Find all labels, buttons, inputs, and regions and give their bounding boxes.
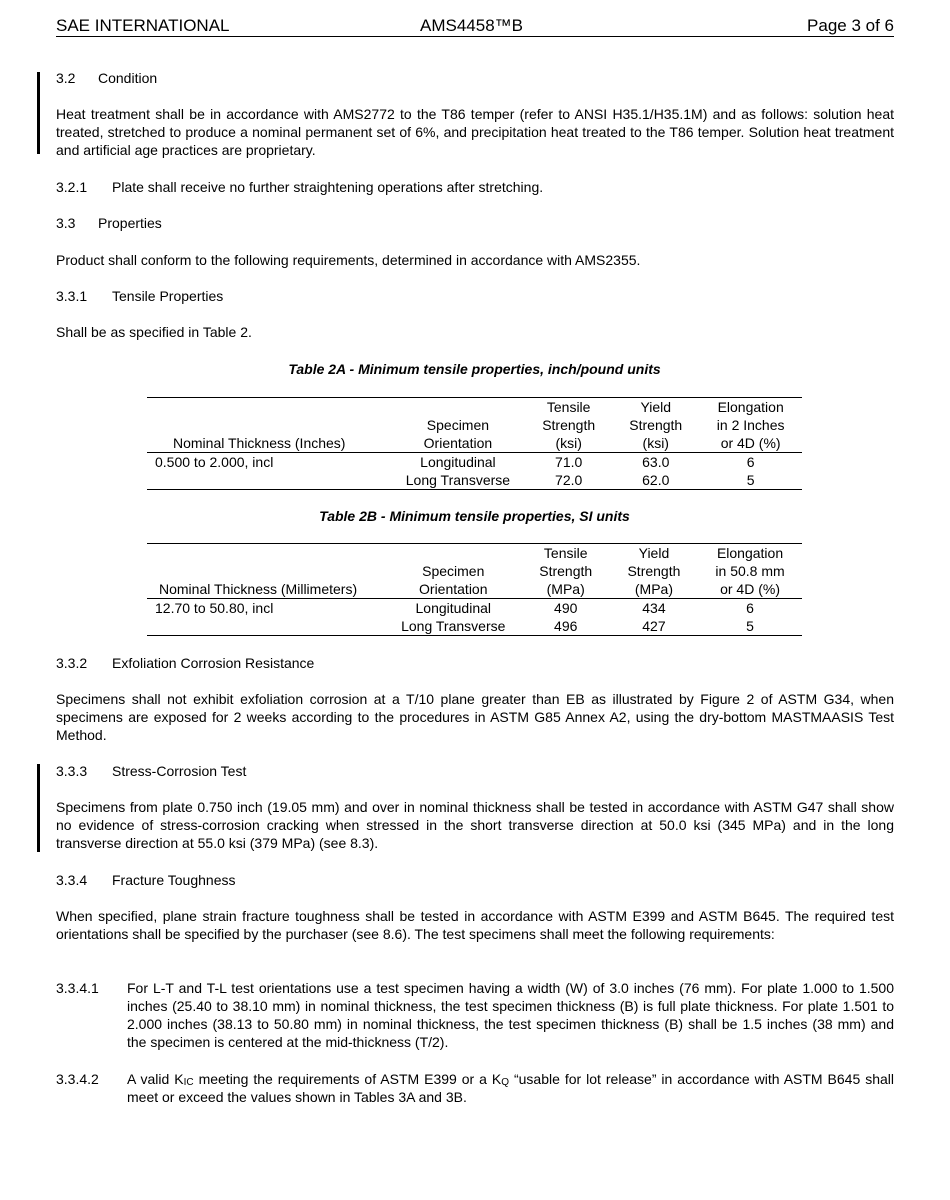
section-title: Fracture Toughness xyxy=(112,872,236,888)
section-number: 3.3 xyxy=(56,215,76,231)
section-3-3-4-paragraph: When specified, plane strain fracture toughness shall be tested in accordance with ASTM E399 and ASTM B645. The required test orientations shall be specified by the purchaser (see 8.6). The test specimens shall meet the following requirements: xyxy=(56,908,894,942)
cell-orientation: Long Transverse xyxy=(391,471,525,490)
section-title: Condition xyxy=(98,70,158,86)
column-header-yield: Yield Strength (ksi) xyxy=(612,398,699,453)
table-row xyxy=(147,471,802,490)
section-3-3-paragraph: Product shall conform to the following requirements, determined in accordance with AMS2355. xyxy=(56,252,641,268)
table-row xyxy=(147,453,802,472)
cell-thickness: 0.500 to 2.000, incl xyxy=(155,454,274,470)
cell-elongation: 5 xyxy=(698,617,802,636)
cell-yield: 434 xyxy=(642,600,666,616)
section-title: Properties xyxy=(98,215,162,231)
cell-thickness: 12.70 to 50.80, incl xyxy=(155,600,274,616)
cell-thickness xyxy=(147,617,385,636)
table-2a xyxy=(147,397,802,490)
revision-bar xyxy=(37,764,40,852)
section-3-2-paragraph: Heat treatment shall be in accordance with AMS2772 to the T86 temper (refer to ANSI H35.1/H35.1M) and as follows: solution heat treated, stretched to produce a nominal permanent set of 6%, and precipitation heat treated to the T86 temper. Solution heat treatment and artificial age practices are proprietary. xyxy=(56,106,894,158)
table-row xyxy=(147,599,802,618)
section-number: 3.2.1 xyxy=(56,179,88,195)
section-number: 3.3.4 xyxy=(56,872,88,888)
column-header-orientation: Specimen Orientation xyxy=(391,398,525,453)
section-title: Tensile Properties xyxy=(112,288,224,304)
table-header-row xyxy=(147,398,802,453)
column-header-tensile: Tensile Strength (MPa) xyxy=(522,544,610,599)
section-3-3-1-paragraph: Shall be as specified in Table 2. xyxy=(56,324,252,340)
section-3-3-3-heading xyxy=(56,762,894,780)
column-header-thickness: Nominal Thickness (Inches) xyxy=(147,398,391,453)
section-number: 3.2 xyxy=(56,70,76,86)
cell-yield: 63.0 xyxy=(642,454,670,470)
section-3-3-3-paragraph: Specimens from plate 0.750 inch (19.05 mm) and over in nominal thickness shall be tested in accordance with ASTM G47 shall show no evidence of stress-corrosion cracking when stressed in the short transverse direction at 50.0 ksi (345 MPa) and in the long transverse direction at 55.0 ksi (379 MPa) (see 8.3). xyxy=(56,799,894,851)
section-text: A valid $K_{IC}$ meeting the requirements of ASTM E399 or a $K_Q$ “usable for lot release” in accordance with ASTM B645 shall meet or exceed the values shown in Tables 3A and 3B. xyxy=(127,1071,894,1105)
section-3-3-4-heading xyxy=(56,871,894,889)
cell-elongation: 6 xyxy=(746,600,754,616)
page-header xyxy=(56,16,894,37)
column-header-orientation: Specimen Orientation xyxy=(385,544,522,599)
table-2a-caption: Table 2A - Minimum tensile properties, inch/pound units xyxy=(288,361,661,377)
section-number: 3.3.3 xyxy=(56,763,88,779)
column-header-elongation: Elongation in 50.8 mm or 4D (%) xyxy=(698,544,802,599)
header-doc-id: AMS4458™B xyxy=(420,16,523,35)
section-number: 3.3.4.1 xyxy=(56,980,99,996)
cell-elongation: 6 xyxy=(746,454,755,470)
section-3-3-1-heading xyxy=(56,287,894,305)
cell-orientation: Longitudinal xyxy=(420,454,496,470)
column-header-thickness: Nominal Thickness (Millimeters) xyxy=(147,544,385,599)
table-2b xyxy=(147,543,802,636)
revision-bar xyxy=(37,72,40,154)
cell-elongation: 5 xyxy=(699,471,802,490)
cell-tensile: 496 xyxy=(522,617,610,636)
section-number: 3.3.4.2 xyxy=(56,1071,99,1087)
cell-tensile: 71.0 xyxy=(555,454,583,470)
section-3-3-2-heading xyxy=(56,654,894,672)
cell-orientation: Long Transverse xyxy=(385,617,522,636)
section-number: 3.3.2 xyxy=(56,655,88,671)
section-3-3-4-2 xyxy=(56,1070,894,1106)
column-header-elongation: Elongation in 2 Inches or 4D (%) xyxy=(699,398,802,453)
cell-orientation: Longitudinal xyxy=(415,600,492,616)
section-title: Stress-Corrosion Test xyxy=(112,763,247,779)
section-3-2-heading xyxy=(56,69,894,87)
section-text: For L-T and T-L test orientations use a test specimen having a width (W) of 3.0 inches (76 mm). For plate 1.000 to 1.500 inches (25.40 to 38.10 mm) in nominal thickness, the test specimen thickness (B) is full plate thickness. For plate 1.501 to 2.000 inches (38.13 to 50.80 mm) in nominal thickness, the test specimen thickness (B) shall be 1.5 inches (38 mm) and the specimen is centered at the mid-thickness (T/2). xyxy=(127,980,894,1050)
cell-thickness xyxy=(147,471,391,490)
cell-tensile: 72.0 xyxy=(525,471,612,490)
table-row xyxy=(147,617,802,636)
section-3-2-1 xyxy=(56,178,894,196)
cell-yield: 427 xyxy=(610,617,698,636)
table-2b-caption: Table 2B - Minimum tensile properties, SI units xyxy=(319,508,630,524)
cell-tensile: 490 xyxy=(554,600,578,616)
section-3-3-4-1 xyxy=(56,979,894,1051)
header-org: SAE INTERNATIONAL xyxy=(56,16,230,35)
section-title: Exfoliation Corrosion Resistance xyxy=(112,655,315,671)
cell-yield: 62.0 xyxy=(612,471,699,490)
section-3-3-heading xyxy=(56,214,894,232)
section-text: Plate shall receive no further straightening operations after stretching. xyxy=(112,179,544,195)
header-page-number: Page 3 of 6 xyxy=(807,16,894,35)
column-header-yield: Yield Strength (MPa) xyxy=(610,544,698,599)
section-number: 3.3.1 xyxy=(56,288,88,304)
table-header-row xyxy=(147,544,802,599)
section-3-3-2-paragraph: Specimens shall not exhibit exfoliation corrosion at a T/10 plane greater than EB as illustrated by Figure 2 of ASTM G34, when specimens are exposed for 2 weeks according to the procedures in ASTM G85 Annex A2, using the dry-bottom MASTMAASIS Test Method. xyxy=(56,691,894,743)
column-header-tensile: Tensile Strength (ksi) xyxy=(525,398,612,453)
